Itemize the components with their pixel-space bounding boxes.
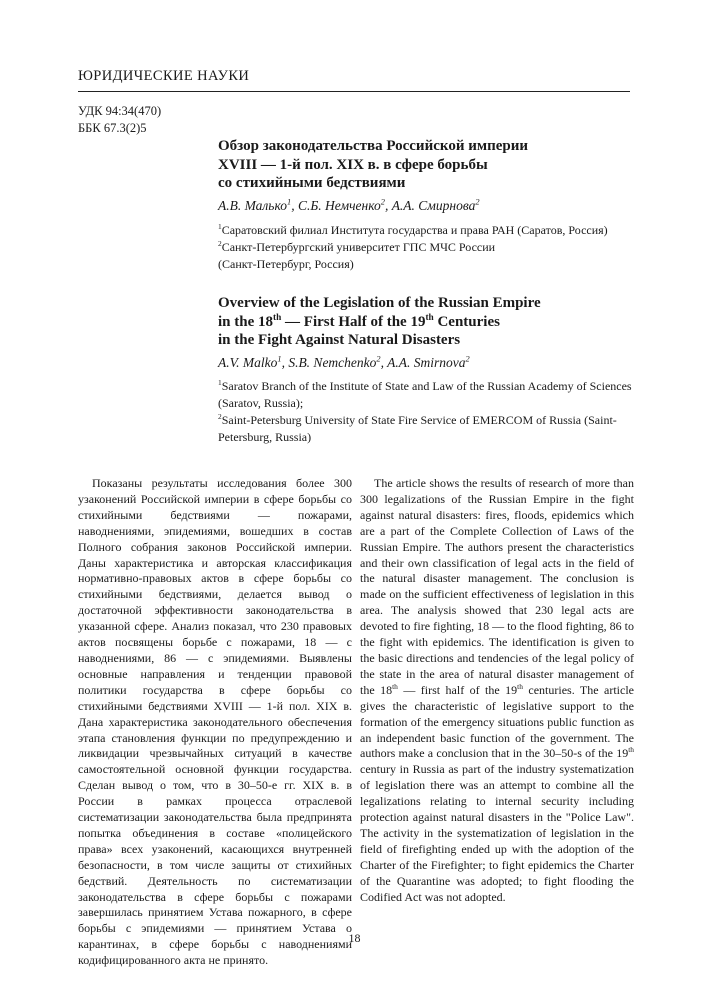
authors-ru	[218, 197, 638, 214]
classification-codes	[78, 103, 161, 137]
abstract-en-text: century in Russia as part of the industry systematization of legislation there was an attempt to combine all the legalizations relating to internal security including protection against natural disasters in the "Police Law". The activity in the systematization of legislation in the field of firefighting ended up with the adoption of the Charter of the Firefighter; to fight epidemics the Charter of the Quarantine was adopted; to fight flooding the Codified Act was not adopted.	[360, 762, 634, 904]
article-title-en	[218, 294, 638, 350]
title-line: со стихийными бедствиями	[218, 175, 406, 191]
abstract-en-text: — first half of the 19	[397, 682, 518, 697]
title-line: XVIII — 1-й пол. XIX в. в сфере борьбы	[218, 156, 488, 173]
page-number: 18	[348, 931, 361, 945]
affiliation-mark: 1	[218, 222, 222, 231]
affiliation-text: Saratov Branch of the Institute of State and Law of the Russian Academy of Sciences (Saratov, Russia);	[218, 379, 632, 410]
author-name: А.В. Малько	[218, 198, 288, 213]
abstract-ru-text: Показаны результаты исследования более 300 узаконений Российской империи в сфере борьбы со стихийными бедствиями — пожарами, наводнениями, эпидемиями, вошедших в состав Полного собрания законов Российской империи. Даны характеристика и авторская классификация нормативно-правовых актов в сфере борьбы со стихийными бедствиями, делается вывод о достаточной эффективности законодательства в указанной сфере. Анализ показал, что 230 правовых актов посвящены борьбе с пожарами, 18 — с наводнениями, 86 — с эпидемиями. Выявлены основные направления и тенденции правовой политики государства в сфере борьбы со стихийными бедствиями XVIII — 1-й пол. XIX в. Дана характеристика законодательного обеспечения этапа становления функции по предупреждению и ликвидации чрезвычайных ситуаций в качестве самостоятельной основной функции государства. Сделан вывод о том, что в 30–50-е гг. XIX в. в России в рамках процесса отраслевой систематизации законодательства была предпринята попытка объединения в составе «полицейского права» всех узаконений, касающихся внутренней безопасности, в том числе защиты от стихийных бедствий. Деятельность по систематизации законодательства в сфере борьбы с пожарами завершилась принятием Устава пожарного, в сфере борьбы с эпидемиями — принятием Устава о карантинах, в сфере борьбы с наводнениями кодифицированного акта не принято.	[78, 476, 352, 968]
author-name: S.B. Nemchenko	[288, 355, 377, 370]
affiliation-line	[218, 378, 643, 412]
ordinal-suffix: th	[628, 745, 634, 755]
author-affiliation-mark: 2	[465, 354, 470, 364]
title-text: — First Half of the 19	[281, 313, 426, 330]
title-line: Overview of the Legislation of the Russian Empire	[218, 295, 541, 311]
affiliation-mark: 2	[218, 239, 222, 248]
affiliation-line	[218, 412, 643, 446]
affiliations-en	[218, 378, 643, 446]
abstract-en-text: centuries. The article gives the characteristic of legislative support to the formation of the emergency situations public function as an independent basic function of the government. The authors make a conclusion that in the 30–50-s of the 19	[360, 682, 634, 761]
bbk-code: ББК 67.3(2)5	[78, 121, 147, 135]
affiliation-line	[218, 239, 643, 256]
affiliations-ru	[218, 222, 643, 273]
udk-code: УДК 94:34(470)	[78, 104, 162, 118]
affiliation-mark: 2	[218, 412, 222, 421]
abstract-en	[360, 476, 634, 905]
author-affiliation-mark: 2	[475, 197, 480, 207]
author-name: С.Б. Немченко	[297, 198, 381, 213]
affiliation-text: Saint-Petersburg University of State Fire Service of EMERCOM of Russia (Saint-Petersburg, Russia)	[218, 413, 617, 444]
affiliation-line	[218, 256, 643, 273]
affiliation-text: (Санкт-Петербург, Россия)	[218, 257, 354, 271]
title-line: Обзор законодательства Российской империи	[218, 138, 529, 154]
affiliation-mark: 1	[218, 378, 222, 387]
author-affiliation-mark: 1	[287, 197, 292, 207]
affiliation-text: Санкт-Петербургский университет ГПС МЧС России	[221, 240, 496, 254]
author-affiliation-mark: 2	[380, 197, 385, 207]
author-affiliation-mark: 2	[376, 354, 381, 364]
author-name: A.A. Smirnova	[387, 355, 466, 370]
affiliation-line	[218, 222, 643, 239]
author-separator: ,	[380, 355, 388, 370]
journal-section-header: ЮРИДИЧЕСКИЕ НАУКИ	[78, 68, 630, 92]
authors-en	[218, 354, 638, 371]
abstract-en-text: The article shows the results of research of more than 300 legalizations of the Russian Empire in the fight against natural disasters: fires, floods, epidemics which are a part of the Complete Collection of Laws of the Russian Empire. The authors present the characteristics and their own classification of legal acts in the field of the natural disaster management. The conclusion is made on the sufficient effectiveness of legislation in this area. The analysis showed that 230 legal acts are devoted to fire fighting, 18 — to the flood fighting, 86 to the fight with epidemics. The identification is given to the basic directions and tendencies of the legal policy of the state in the area of natural disaster management of the 18	[360, 476, 634, 697]
title-text: in the 18	[218, 313, 274, 330]
title-text: Centuries	[433, 313, 500, 330]
author-separator: ,	[281, 355, 289, 370]
author-separator: ,	[291, 198, 298, 213]
ordinal-suffix: th	[425, 312, 434, 323]
author-affiliation-mark: 1	[277, 354, 282, 364]
affiliation-text: Саратовский филиал Института государства и права РАН (Саратов, Россия)	[221, 223, 608, 237]
author-separator: ,	[384, 198, 392, 213]
ordinal-suffix: th	[273, 312, 282, 323]
title-line	[218, 313, 638, 332]
article-title-ru	[218, 137, 638, 193]
ordinal-suffix: th	[517, 681, 523, 691]
abstract-ru	[78, 476, 352, 969]
title-line: in the Fight Against Natural Disasters	[218, 332, 461, 348]
author-name: A.V. Malko	[218, 355, 278, 370]
author-name: А.А. Смирнова	[391, 198, 476, 213]
ordinal-suffix: th	[392, 681, 398, 691]
